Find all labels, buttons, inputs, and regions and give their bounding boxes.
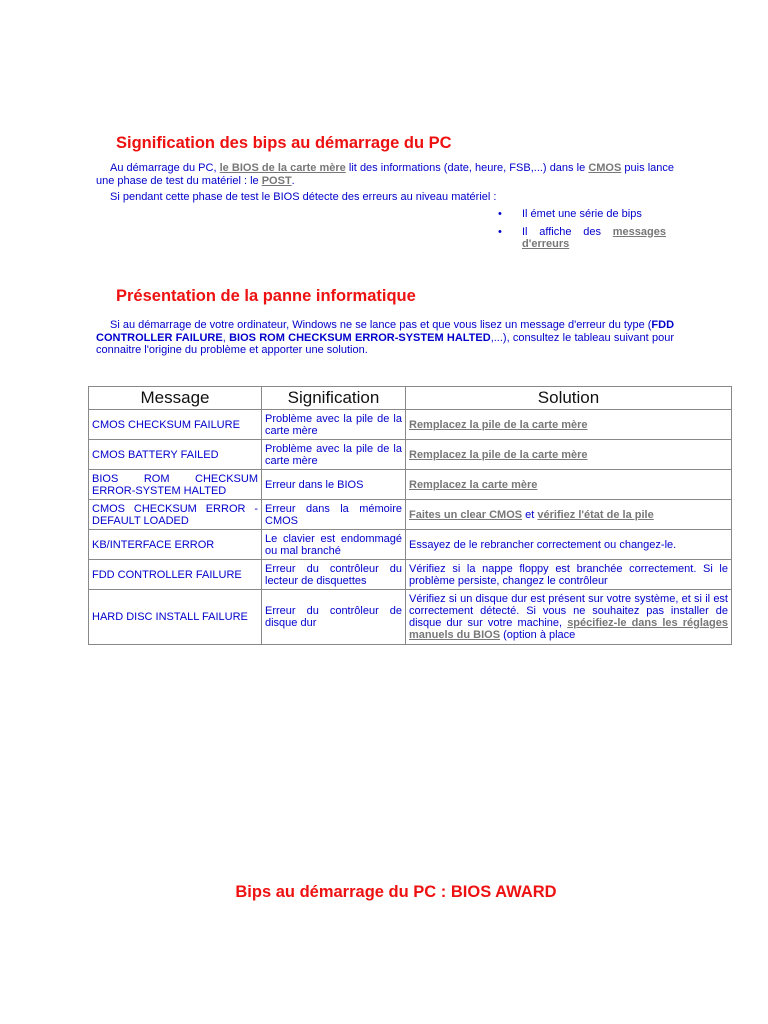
cell-signification: Le clavier est endommagé ou mal branché [262,530,406,560]
cell-solution [406,500,732,530]
cell-message: KB/INTERFACE ERROR [89,530,262,560]
bullet-icon: • [498,225,502,238]
table-row [89,560,732,590]
cell-message: CMOS CHECKSUM FAILURE [89,410,262,440]
cell-solution [406,470,732,500]
cell-solution [406,410,732,440]
bullet-list [498,208,666,256]
header-message: Message [89,387,262,410]
cell-message: BIOS ROM CHECKSUM ERROR-SYSTEM HALTED [89,470,262,500]
error-code: FDD CONTROLLER FAILURE [96,319,675,344]
cmos-link[interactable]: CMOS [588,162,622,174]
intro-paragraph [96,162,674,187]
panne-paragraph [96,319,674,357]
table-row [89,530,732,560]
header-solution: Solution [406,387,732,410]
cell-signification: Problème avec la pile de la carte mère [262,410,406,440]
cell-signification: Problème avec la pile de la carte mère [262,440,406,470]
bullet-icon: • [498,208,502,220]
cell-message: FDD CONTROLLER FAILURE [89,560,262,590]
bios-settings-link[interactable]: spécifiez-le dans les réglages manuels du BIOS [409,617,728,641]
error-table [88,386,732,645]
solution-link[interactable]: Remplacez la pile de la carte mère [409,418,588,431]
text: (option à place [500,629,576,641]
text: puis lance une phase de test du matériel : le [96,162,674,187]
cell-signification: Erreur dans la mémoire CMOS [262,500,406,530]
list-item [498,226,666,251]
section-title-panne: Présentation de la panne informatique [116,287,416,305]
text: , [222,331,230,344]
bios-link[interactable]: le BIOS de la carte mère [219,162,346,174]
table-header-row [89,387,732,410]
cell-signification: Erreur du contrôleur de disque dur [262,590,406,645]
cell-solution: Vérifiez si la nappe floppy est branchée correctement. Si le problème persiste, changez le contrôleur [406,560,732,590]
table-row [89,470,732,500]
solution-link[interactable]: Remplacez la carte mère [409,478,538,491]
cell-message: HARD DISC INSTALL FAILURE [89,590,262,645]
cell-solution [406,590,732,645]
bullet-text: Il affiche des [522,225,613,238]
post-link[interactable]: POST [261,174,292,187]
cell-signification: Erreur dans le BIOS [262,470,406,500]
cell-message: CMOS CHECKSUM ERROR - DEFAULT LOADED [89,500,262,530]
table-row [89,500,732,530]
cell-solution: Essayez de le rebrancher correctement ou changez-le. [406,530,732,560]
section-title-award: Bips au démarrage du PC : BIOS AWARD [235,883,557,901]
table-row [89,410,732,440]
solution-link[interactable]: Remplacez la pile de la carte mère [409,448,588,461]
error-messages-link[interactable]: messages d'erreurs [522,225,666,250]
bullet-text: Il émet une série de bips [522,208,642,220]
cell-solution [406,440,732,470]
text: Vérifiez si un disque dur est présent sur votre système, et si il est correctement détecté. Si vous ne souhaitez pas installer de disque dur sur votre machine, [409,593,728,629]
text: Si au démarrage de votre ordinateur, Windows ne se lance pas et que vous lisez un message d'erreur du type ( [110,319,652,331]
list-item [498,208,666,221]
text: et [522,508,538,521]
text: ,...), consultez le tableau suivant pour connaitre l'origine du problème et apporter une solution. [96,331,674,356]
check-battery-link[interactable]: vérifiez l'état de la pile [537,508,654,521]
clear-cmos-link[interactable]: Faites un clear CMOS [409,508,523,521]
table-row [89,590,732,645]
text: lit des informations (date, heure, FSB,...) dans le [345,162,589,174]
text: Au démarrage du PC, [110,162,220,174]
cell-message: CMOS BATTERY FAILED [89,440,262,470]
error-code: BIOS ROM CHECKSUM ERROR-SYSTEM HALTED [229,331,491,344]
header-signification: Signification [262,387,406,410]
section-title-bips: Signification des bips au démarrage du PC [116,134,452,152]
cell-signification: Erreur du contrôleur du lecteur de disquettes [262,560,406,590]
test-paragraph: Si pendant cette phase de test le BIOS détecte des erreurs au niveau matériel : [110,191,497,203]
table-row [89,440,732,470]
text: . [291,174,295,187]
